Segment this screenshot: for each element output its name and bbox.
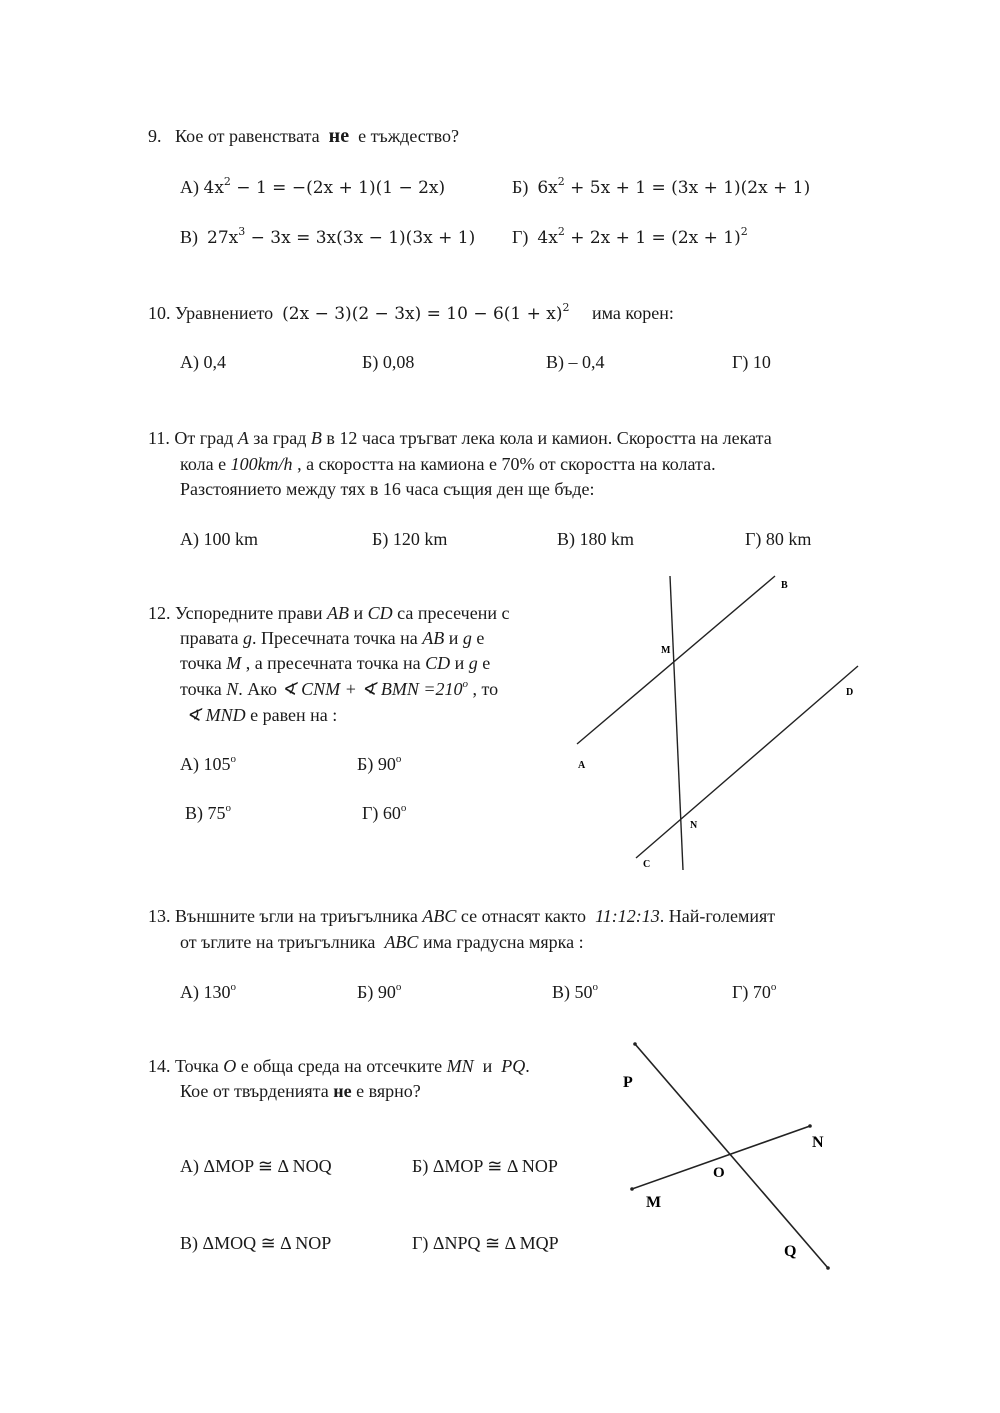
q9-option-v-label: В) [180,227,198,247]
q12-text: точка [180,679,222,699]
q12-text: , а пресечната точка на [245,653,421,673]
q9-option-a[interactable] [180,175,446,198]
q13-option-b[interactable]: Б) 90$^o$ [357,981,402,1002]
q12-line-cd-stroke [636,666,858,858]
q9-option-g[interactable] [512,225,748,248]
q11-city-b: B [310,428,322,448]
q12-text: и [353,603,364,623]
q12-text: . Пресечната точка на [251,628,418,648]
q14-text: е обща среда на отсечките [240,1056,443,1076]
q12-text: точка [180,653,222,673]
q14-option-g[interactable]: Г) ΔNPQ ≅ Δ MQP [412,1233,559,1253]
q11-line-2 [180,455,716,473]
q11-text: кола е [180,454,227,474]
q10-option-b[interactable]: Б) 0,08 [362,352,415,372]
q13-option-v[interactable]: В) 50$^o$ [552,981,598,1002]
q11-text: От град [174,428,234,448]
q14-option-b[interactable]: Б) ΔMOP ≅ Δ NOP [412,1156,558,1176]
q12-text: е [482,653,491,673]
q9-option-g-expr: $4x^2 + 2x + 1 = (2x + 1)^2$ [537,225,748,248]
q10-text-a: Уравнението [175,303,274,323]
q12-text: е [476,628,485,648]
q10-number: 10. [148,303,171,323]
q14-option-a[interactable]: А) ΔMOP ≅ Δ NOQ [180,1156,332,1176]
q14-point-m-dot [630,1187,634,1191]
q12-line-g: g [242,628,252,648]
q14-label-n: N [812,1134,824,1151]
q11-number: 11. [148,428,170,448]
q12-line-5 [186,706,337,724]
q10-equation: $(2x - 3)(2 - 3x) = 10 - 6(1 + x)^2$ [282,301,570,324]
q11-option-b[interactable]: Б) 120 km [372,529,448,549]
q12-label-a: A [578,760,586,771]
q12-line-4 [180,680,498,698]
q9-option-b[interactable] [512,175,811,198]
q12-angle-mnd: ∢ MND [186,705,246,725]
q14-point-n-dot [808,1124,812,1128]
q9-text-a: Кое от равенствата [175,126,320,146]
q14-text: Кое от твърденията [180,1081,329,1101]
q12-line-cd: CD [367,603,393,623]
q10-text-b: има корен: [592,303,674,323]
q13-line-2 [180,933,584,951]
q9-stem [148,126,459,146]
q14-point-q-dot [826,1266,830,1270]
q13-option-g[interactable]: Г) 70$^o$ [732,981,777,1002]
q11-text: в 12 часа тръгват лека кола и камион. Скоростта на леката [326,428,772,448]
q14-text: . [525,1056,530,1076]
q12-text: и [448,628,459,648]
q11-speed: 100km/h [230,454,293,474]
q12-line-cd: CD [425,653,451,673]
q12-label-n: N [690,820,698,831]
q14-segment-mn: MN [446,1056,474,1076]
q13-line-1 [148,907,775,925]
q11-text: , а скоростта на камиона е 70% от скоростта на колата. [297,454,716,474]
q12-text: . Ако [238,679,278,699]
q13-text: Външните ъгли на триъгълника [175,906,418,926]
q10-stem [148,301,674,324]
q12-line-g: g [468,653,478,673]
q12-text: са пресечени с [397,603,510,623]
q12-text: правата [180,628,239,648]
q10-option-v[interactable]: В) – 0,4 [546,352,605,372]
q12-line-ab: AB [327,603,349,623]
q14-point-p-dot [633,1042,637,1046]
q12-label-c: C [643,859,651,870]
q14-text: е вярно? [356,1081,421,1101]
q13-text: се отнасят както [460,906,587,926]
q13-text: има градусна мярка : [422,932,584,952]
q9-option-v[interactable] [180,225,476,248]
q13-triangle-abc: ABC [422,906,457,926]
q13-ratio: 11:12:13 [595,906,660,926]
q14-segment-pq: PQ [501,1056,526,1076]
q12-option-a[interactable]: А) 105$^o$ [180,753,236,774]
q14-text: Точка [175,1056,219,1076]
q14-label-m: M [646,1194,662,1211]
q12-number: 12. [148,603,171,623]
q12-line-ab: AB [422,628,445,648]
q14-point-o: O [223,1056,237,1076]
q9-text-b: е тъждество? [358,126,459,146]
q14-label-q: Q [784,1243,797,1260]
q10-option-g[interactable]: Г) 10 [732,352,771,372]
q14-emphasis: не [333,1081,352,1101]
q14-line-1 [148,1057,530,1075]
q12-text: , то [472,679,499,699]
q11-city-a: A [237,428,249,448]
q12-line-3 [180,654,490,672]
q12-line-g: g [462,628,472,648]
q11-option-v[interactable]: В) 180 km [557,529,635,549]
q11-text: за град [253,428,307,448]
q11-line-1 [148,429,772,447]
q14-number: 14. [148,1056,171,1076]
q12-label-d: D [846,687,854,698]
q12-point-n: N [226,679,239,699]
q11-line-3: Разстоянието между тях в 16 часа същия ден ще бъде: [180,479,595,499]
q14-option-v[interactable]: В) ΔMOQ ≅ Δ NOP [180,1233,332,1253]
q12-text: е равен на : [250,705,338,725]
q12-line-g-stroke [670,576,683,870]
q9-option-v-expr: $27x^3 - 3x = 3x(3x - 1)(3x + 1)$ [207,225,476,248]
q12-line-2 [180,629,484,647]
q14-segments-figure [600,1030,860,1280]
q12-point-m: M [226,653,242,673]
q13-triangle-abc: ABC [384,932,419,952]
q14-segment-pq-stroke [635,1044,828,1268]
q9-option-a-label: А) [180,177,199,197]
q12-parallel-lines-figure [560,560,880,880]
q10-option-a[interactable]: А) 0,4 [180,352,226,372]
q9-option-b-label: Б) [512,177,529,197]
q13-option-a[interactable]: А) 130$^o$ [180,981,236,1002]
q9-number: 9. [148,126,162,146]
q13-number: 13. [148,906,171,926]
q12-angle-sum: ∢ CNM + ∢ BMN $=210^o$ [281,678,469,699]
q9-option-g-label: Г) [512,227,529,247]
q14-text: и [482,1056,493,1076]
q11-option-a[interactable]: А) 100 km [180,529,258,549]
q9-option-a-expr: $4x^2 - 1 = -(2x + 1)(1 - 2x)$ [203,175,446,198]
q13-text: . Най-големият [659,906,776,926]
q12-label-m: M [661,645,671,656]
q12-option-v[interactable]: В) 75$^o$ [185,802,231,823]
q14-label-o: O [713,1165,725,1181]
q11-option-g[interactable]: Г) 80 km [745,529,812,549]
q12-label-b: B [781,580,788,591]
q12-option-b[interactable]: Б) 90$^o$ [357,753,402,774]
q14-label-p: P [623,1074,633,1091]
q12-option-g[interactable]: Г) 60$^o$ [362,802,407,823]
q12-line-1 [148,604,509,622]
q12-text: Успоредните прави [175,603,323,623]
q9-option-b-expr: $6x^2 + 5x + 1 = (3x + 1)(2x + 1)$ [537,175,811,198]
q14-line-2 [180,1082,421,1100]
q12-text: и [454,653,465,673]
q13-text: от ъглите на триъгълника [180,932,376,952]
q9-emphasis: не [328,125,350,147]
